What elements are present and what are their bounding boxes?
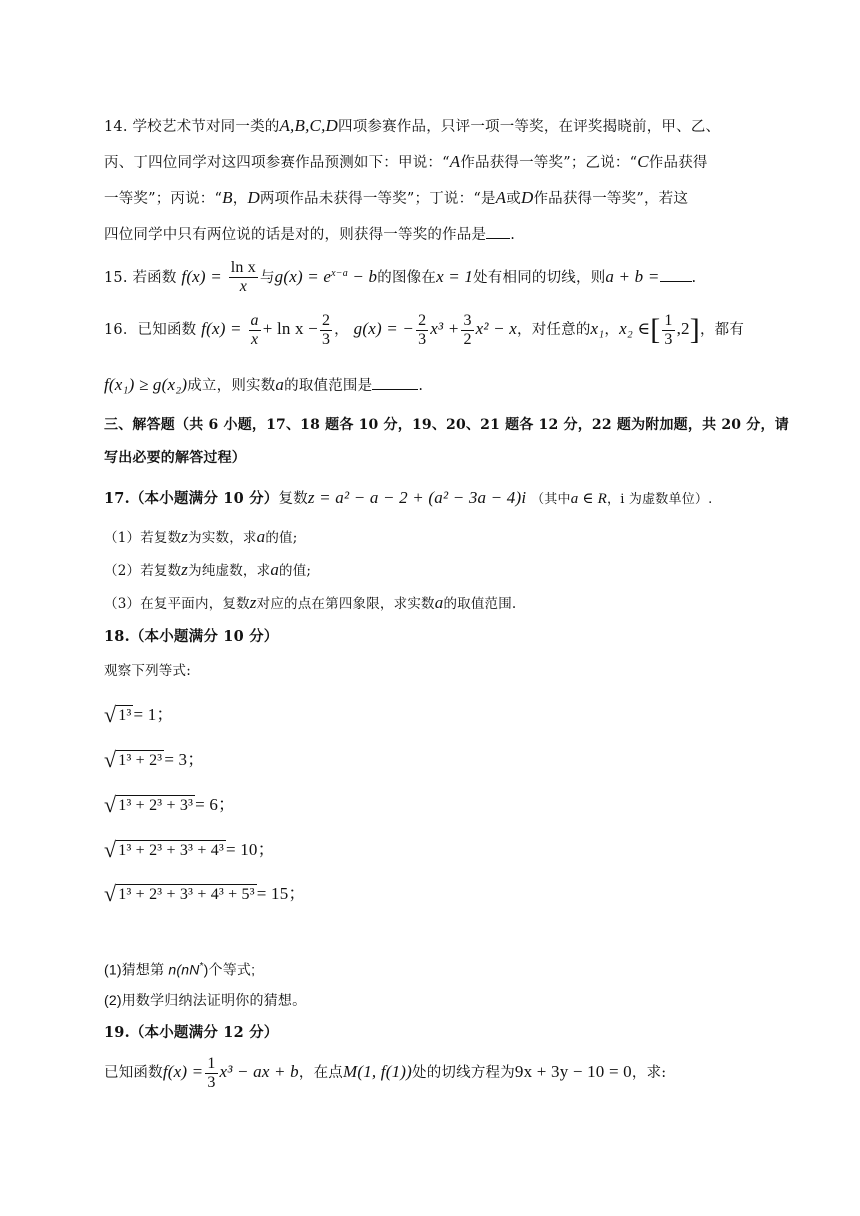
q15-text: 的图像在: [377, 269, 437, 286]
q16-text: ，对任意的: [517, 322, 591, 338]
interval-bracket-left: [: [650, 313, 661, 346]
q14-line-1: [104, 116, 764, 137]
q16-fraction: $\frac{2}{3}$: [321, 311, 331, 348]
q16-math: g(x) = −: [353, 319, 415, 338]
q14-text: 14. 学校艺术节对同一类的: [104, 119, 280, 135]
q14-text: 丙、丁四位同学对这四项参赛作品预测如下：甲说：“: [104, 155, 450, 171]
q15-fraction: $\frac{\text{ln x}}{x}$: [230, 259, 256, 296]
q14-math: A,B,C,D: [279, 116, 339, 135]
q16-math: f(x₁) ≥ g(x₂): [104, 375, 188, 394]
q15-math: − b: [347, 266, 378, 286]
q18-equation-3: √ 1³ + 2³ + 3³ = 6；: [104, 792, 236, 817]
q17-math: a ∈ R: [570, 491, 607, 507]
q17-line: [104, 488, 764, 510]
sqrt-expression: √ 1³ + 2³ + 3³ + 4³: [104, 837, 224, 862]
q17-heading: 17.（本小题满分 10 分）: [104, 490, 279, 507]
sqrt-expression: √ 1³ + 2³ + 3³ + 4³ + 5³: [104, 881, 255, 906]
q17-part-1: （1）若复数z为实数，求a的值;: [104, 527, 298, 546]
q14-text: 或: [506, 191, 521, 207]
q19-math: 9x + 3y − 10 = 0: [514, 1062, 632, 1081]
q14-text: 一等奖”；丙说：“: [104, 191, 223, 207]
q17-part-3: （3）在复平面内，复数z对应的点在第四象限，求实数a的取值范围.: [104, 593, 517, 612]
q15-math: x = 1: [436, 266, 474, 286]
q17-part-2: （2）若复数z为纯虚数，求a的值;: [104, 560, 312, 579]
q19-text: 处的切线方程为: [412, 1065, 515, 1081]
q14-text: .: [510, 227, 516, 243]
q16-text: 的取值范围是: [284, 378, 373, 394]
q16-line-1: [104, 308, 764, 350]
q19-math: f(x) =: [162, 1062, 204, 1081]
q15-math: a + b =: [605, 266, 660, 286]
q14-text: 作品获得一等奖”；乙说：“: [460, 155, 638, 171]
q19-text: 已知函数: [104, 1065, 163, 1081]
q16-fraction: $\frac{3}{2}$: [463, 311, 472, 348]
q17-text: ，i 为虚数单位）.: [607, 492, 713, 507]
q14-math: D: [520, 188, 534, 207]
q18-equation-5: √ 1³ + 2³ + 3³ + 4³ + 5³ = 15；: [104, 881, 306, 906]
q18-intro: 观察下列等式:: [104, 663, 191, 679]
q15-text: .: [691, 269, 697, 286]
q16-line-2: [104, 375, 764, 396]
q14-text: 四项参赛作品，只评一项一等奖，在评奖揭晓前，甲、乙、: [338, 119, 721, 135]
sqrt-expression: √ 1³ + 2³ + 3³: [104, 792, 194, 817]
q14-text: 四位同学中只有两位说的话是对的，则获得一等奖的作品是: [104, 227, 487, 243]
q14-text: 两项作品未获得一等奖”；丁说：“是: [259, 191, 496, 207]
q14-text: ，: [232, 191, 248, 207]
q14-line-3: [104, 188, 764, 209]
q14-math: A: [449, 152, 461, 171]
interval-bracket-right: ]: [689, 313, 700, 346]
q16-text: ，: [604, 322, 620, 338]
q18-heading: 18.（本小题满分 10 分）: [104, 628, 279, 645]
q16-text: ，: [334, 322, 349, 338]
q18-equation-2: √ 1³ + 2³ = 3；: [104, 747, 205, 772]
q17-text: （其中: [531, 492, 571, 507]
q16-math: x² − x: [475, 319, 518, 338]
q16-math: f(x) =: [201, 319, 242, 338]
q18-equation-1: √ 1³ = 1；: [104, 702, 174, 727]
q19-fraction: $\frac{1}{3}$: [207, 1054, 216, 1091]
q14-line-4: [104, 224, 764, 245]
q16-fraction: $\frac{2}{3}$: [418, 311, 427, 348]
q19-math: x³ − ax + b: [219, 1062, 299, 1081]
q17-expression: z = a² − a − 2 + (a² − 3a − 4)i: [307, 488, 527, 507]
q15-text: 处有相同的切线，则: [473, 269, 606, 286]
q18-part-1: (1)猜想第 n(nN*)个等式;: [104, 961, 256, 978]
q16-math: + ln x −: [262, 319, 318, 338]
q14-line-2: [104, 152, 764, 173]
q15-text: 15. 若函数: [104, 269, 177, 286]
q15-math: g(x) = e: [274, 266, 332, 286]
q14-math: A: [495, 188, 507, 207]
q16-text: 成立，则实数: [187, 378, 276, 394]
q19-text: ，在点: [298, 1065, 343, 1081]
sqrt-expression: √ 1³: [104, 702, 132, 727]
q16-math: ,2: [676, 319, 690, 338]
q14-text: 作品获得一等奖”，若这: [533, 191, 689, 207]
q16-fraction: $\frac{1}{3}$: [664, 311, 673, 348]
q16-text: 16．已知函数: [104, 322, 197, 338]
q17-text: 复数: [278, 491, 308, 507]
answer-blank: [372, 375, 418, 390]
q16-text: ，都有: [699, 322, 745, 338]
q16-fraction: $\frac{a}{x}$: [250, 311, 259, 348]
q16-text: .: [418, 378, 424, 394]
sqrt-expression: √ 1³ + 2³: [104, 747, 163, 772]
q18-part-2: (2)用数学归纳法证明你的猜想。: [104, 992, 307, 1008]
q15-exponent: x−a: [331, 268, 348, 279]
section-heading: 三、解答题（共 6 小题，17、18 题各 10 分，19、20、21 题各 12 分，22 题为附加题，共 20 分，请: [104, 417, 789, 433]
section-heading-line-2: 写出必要的解答过程）: [104, 450, 246, 466]
q19-text: ，求:: [631, 1065, 667, 1081]
q14-math: C: [637, 152, 649, 171]
q15-math: f(x) =: [181, 266, 222, 286]
q14-math: D: [247, 188, 260, 207]
q16-math: x₂ ∈: [619, 319, 651, 338]
q16-math: x³ +: [430, 319, 460, 338]
answer-blank: [486, 224, 510, 239]
q16-math: x₁: [590, 319, 605, 338]
q15-text: 与: [259, 269, 275, 286]
q19-heading: 19.（本小题满分 12 分）: [104, 1024, 279, 1041]
q19-line: [104, 1052, 764, 1092]
answer-blank: [660, 267, 692, 282]
q19-math: M(1, f(1)): [342, 1062, 413, 1081]
q14-text: 作品获得: [648, 155, 708, 171]
q16-math: a: [275, 375, 285, 394]
q14-math: B: [222, 188, 233, 207]
q18-equation-4: √ 1³ + 2³ + 3³ + 4³ = 10；: [104, 837, 275, 862]
q15-line: [104, 254, 764, 294]
